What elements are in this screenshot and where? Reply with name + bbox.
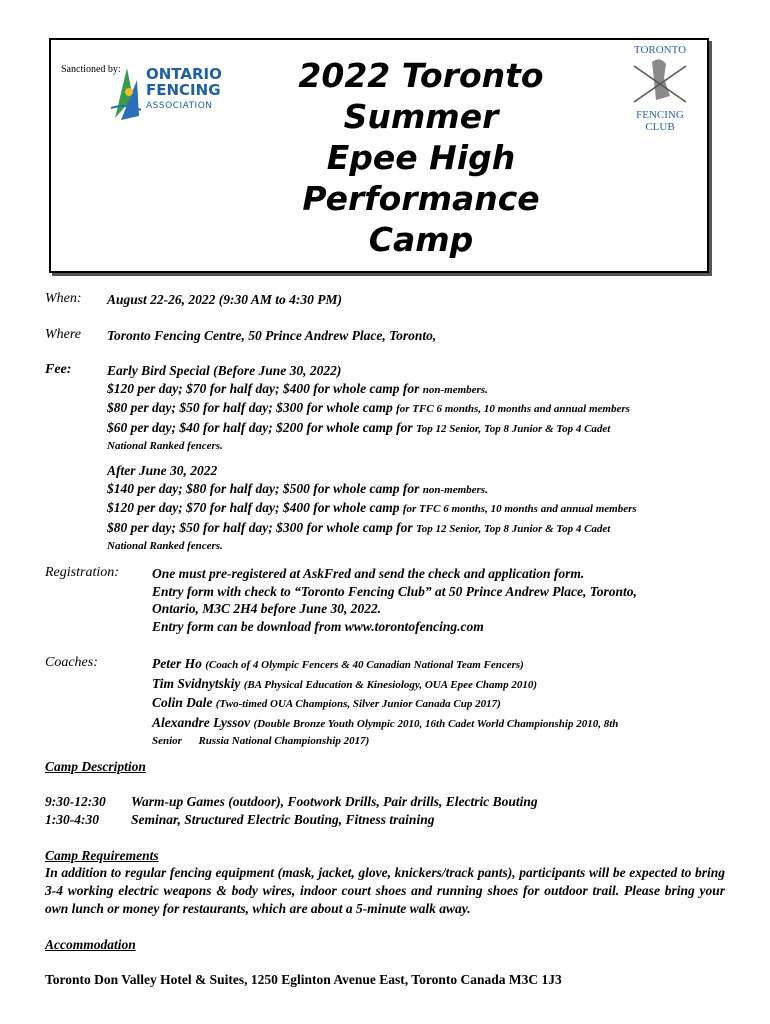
ofa-wordmark [146,66,222,114]
coach-item: Tim Svidnytskiy (BA Physical Education & Kinesiology, OUA Epee Champ 2010) [152,675,538,691]
coach-item: Colin Dale (Two-timed OUA Champions, Silver Junior Canada Cup 2017) [152,695,501,710]
coach-item: Peter Ho (Coach of 4 Olympic Fencers & 40 Canadian National Team Fencers) [152,656,524,671]
schedule-time: 1:30-4:30 [45,812,99,827]
fee-line: $60 per day; $40 for half day; $200 for whole camp for Top 12 Senior, Top 8 Junior & Top 4 Cadet [107,419,611,435]
when-value: August 22-26, 2022 (9:30 AM to 4:30 PM) [107,292,343,307]
coaches-block [152,655,732,751]
when-label: When: [45,291,82,306]
title-line: Summer [343,97,499,136]
coaches-label: Coaches: [45,655,98,670]
schedule-time: 9:30-12:30 [45,794,106,809]
fee-after-tail: National Ranked fencers. [107,540,223,552]
registration-label: Registration: [45,565,119,580]
where-label: Where [45,327,82,342]
sanctioned-label: Sanctioned by: [61,64,121,75]
registration-line: Entry form can be download from www.torontofencing.com [152,618,484,634]
tfc-line-2: FENCING [636,109,684,121]
fee-line: $140 per day; $80 for half day; $500 for whole camp for non-members. [107,480,488,496]
fencer-icon [630,56,690,106]
header-box [49,38,709,273]
toronto-fencing-club-logo [625,44,695,144]
title-line: Epee High [326,138,516,177]
page-title [271,55,571,260]
coach-tail: Senior Russia National Championship 2017) [152,735,370,747]
fee-line: $80 per day; $50 for half day; $300 for whole camp for TFC 6 months, 10 months and annual members [107,400,630,415]
fee-line: $120 per day; $70 for half day; $400 for whole camp for non-members. [107,380,488,396]
fee-early-tail: National Ranked fencers. [107,440,223,452]
fee-after-title: After June 30, 2022 [107,463,218,478]
ofa-line-3: ASSOCIATION [146,101,213,111]
fee-line: $120 per day; $70 for half day; $400 for whole camp for TFC 6 months, 10 months and annual members [107,500,637,515]
camp-requirements-text: In addition to regular fencing equipment (mask, jacket, glove, knickers/track pants), participants will be expected to bring 3-4 working electric weapons & body wires, indoor court shoes and running shoes for outdoor trail. Please bring your own lunch or money for restaurants, which are about a 5-minute walk away. [45,865,725,916]
tfc-line-1: TORONTO [633,44,687,56]
registration-block [152,565,727,635]
accommodation-text: Toronto Don Valley Hotel & Suites, 1250 Eglinton Avenue East, Toronto Canada M3C 1J3 [45,972,562,987]
registration-line: Entry form with check to “Toronto Fencing Club” at 50 Prince Andrew Place, Toronto, [152,583,637,599]
title-line: 2022 Toronto [298,56,544,95]
registration-line: Ontario, M3C 2H4 before June 30, 2022. [152,601,382,616]
ofa-line-2: FENCING [146,81,221,99]
fee-label: Fee: [45,362,72,377]
where-value: Toronto Fencing Centre, 50 Prince Andrew Place, Toronto, [107,328,437,343]
accommodation-heading: Accommodation [45,937,136,952]
fee-line: $80 per day; $50 for half day; $300 for whole camp for Top 12 Senior, Top 8 Junior & Top 4 Cadet [107,519,611,535]
fee-after-block [107,462,727,556]
tfc-line-3: CLUB [645,121,675,133]
title-line: Performance [302,179,540,218]
registration-line: One must pre-registered at AskFred and send the check and application form. [152,566,585,581]
fee-early-block [107,362,727,456]
title-line: Camp [368,220,474,259]
schedule-activity: Warm-up Games (outdoor), Footwork Drills, Pair drills, Electric Bouting [131,794,538,809]
ofa-line-1: ONTARIO [146,65,222,83]
fee-early-title: Early Bird Special (Before June 30, 2022) [107,363,342,378]
camp-requirements-heading: Camp Requirements [45,848,159,863]
coach-item: Alexandre Lyssov (Double Bronze Youth Olympic 2010, 16th Cadet World Championship 2010, 8th [152,714,619,730]
camp-description-heading: Camp Description [45,759,146,774]
schedule-activity: Seminar, Structured Electric Bouting, Fitness training [131,812,435,827]
